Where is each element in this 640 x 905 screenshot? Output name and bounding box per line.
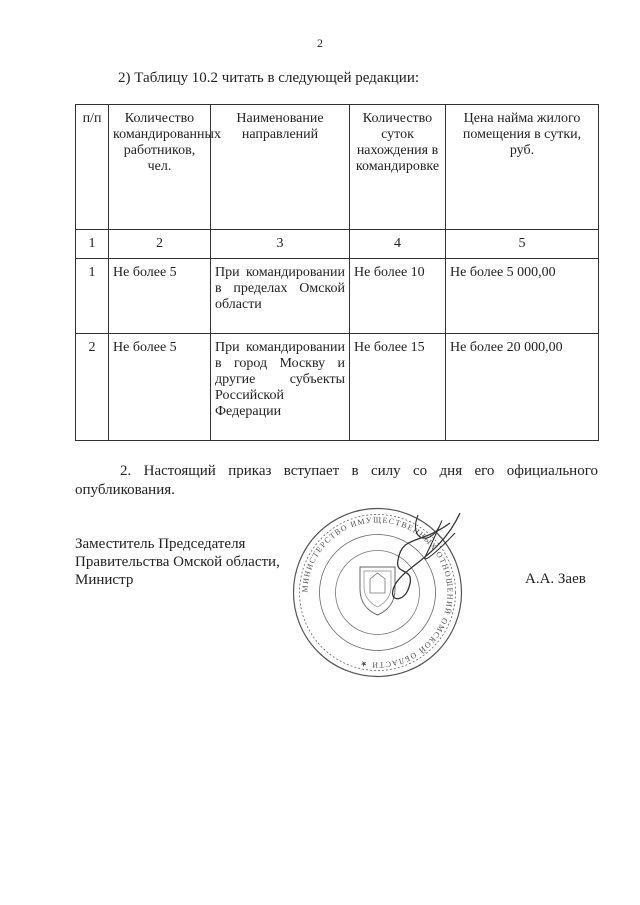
table-cell: Не более 10	[350, 259, 446, 334]
table-cell: Не более 5 000,00	[446, 259, 599, 334]
header-cell: Количество командированных работников, чел.	[109, 105, 211, 230]
header-cell: Количество суток нахождения в командировке	[350, 105, 446, 230]
svg-text:МИНИСТЕРСТВО ИМУЩЕСТВЕННЫХ ОТН	[300, 515, 454, 669]
numbering-cell: 4	[350, 230, 446, 259]
table-cell: Не более 5	[109, 259, 211, 334]
table-cell: Не более 20 000,00	[446, 334, 599, 441]
table-cell: Не более 15	[350, 334, 446, 441]
numbering-cell: 1	[76, 230, 109, 259]
table-cell: 2	[76, 334, 109, 441]
position-line: Заместитель Председателя	[75, 536, 246, 552]
header-cell: п/п	[76, 105, 109, 230]
page-number: 2	[317, 36, 323, 50]
signatory-position	[75, 535, 280, 589]
header-cell: Наименование направлений	[211, 105, 350, 230]
numbering-cell: 3	[211, 230, 350, 259]
header-cell: Цена найма жилого помещения в сутки, руб.	[446, 105, 599, 230]
official-seal-icon	[290, 505, 465, 680]
table-cell: 1	[76, 259, 109, 334]
table-cell: Не более 5	[109, 334, 211, 441]
signatory-name: А.А. Заев	[525, 571, 586, 587]
table-cell: При командировании в город Москву и другие субъекты Российской Федерации	[211, 334, 350, 441]
effective-date-paragraph: 2. Настоящий приказ вступает в силу со дня его официального опубликования.	[75, 463, 598, 498]
intro-text: 2) Таблицу 10.2 читать в следующей редакции:	[118, 70, 420, 86]
position-line: Правительства Омской области,	[75, 554, 280, 570]
table-numbering-row	[76, 230, 599, 259]
table-row	[76, 259, 599, 334]
table-header-row	[76, 105, 599, 230]
seal-lettering: МИНИСТЕРСТВО ИМУЩЕСТВЕННЫХ ОТНОШЕНИЙ ОМСКОЙ ОБЛАСТИ ★	[300, 515, 455, 670]
position-line: Министр	[75, 572, 134, 588]
housing-price-table	[75, 104, 599, 441]
numbering-cell: 5	[446, 230, 599, 259]
table-row	[76, 334, 599, 441]
table-cell: При командировании в пределах Омской области	[211, 259, 350, 334]
numbering-cell: 2	[109, 230, 211, 259]
